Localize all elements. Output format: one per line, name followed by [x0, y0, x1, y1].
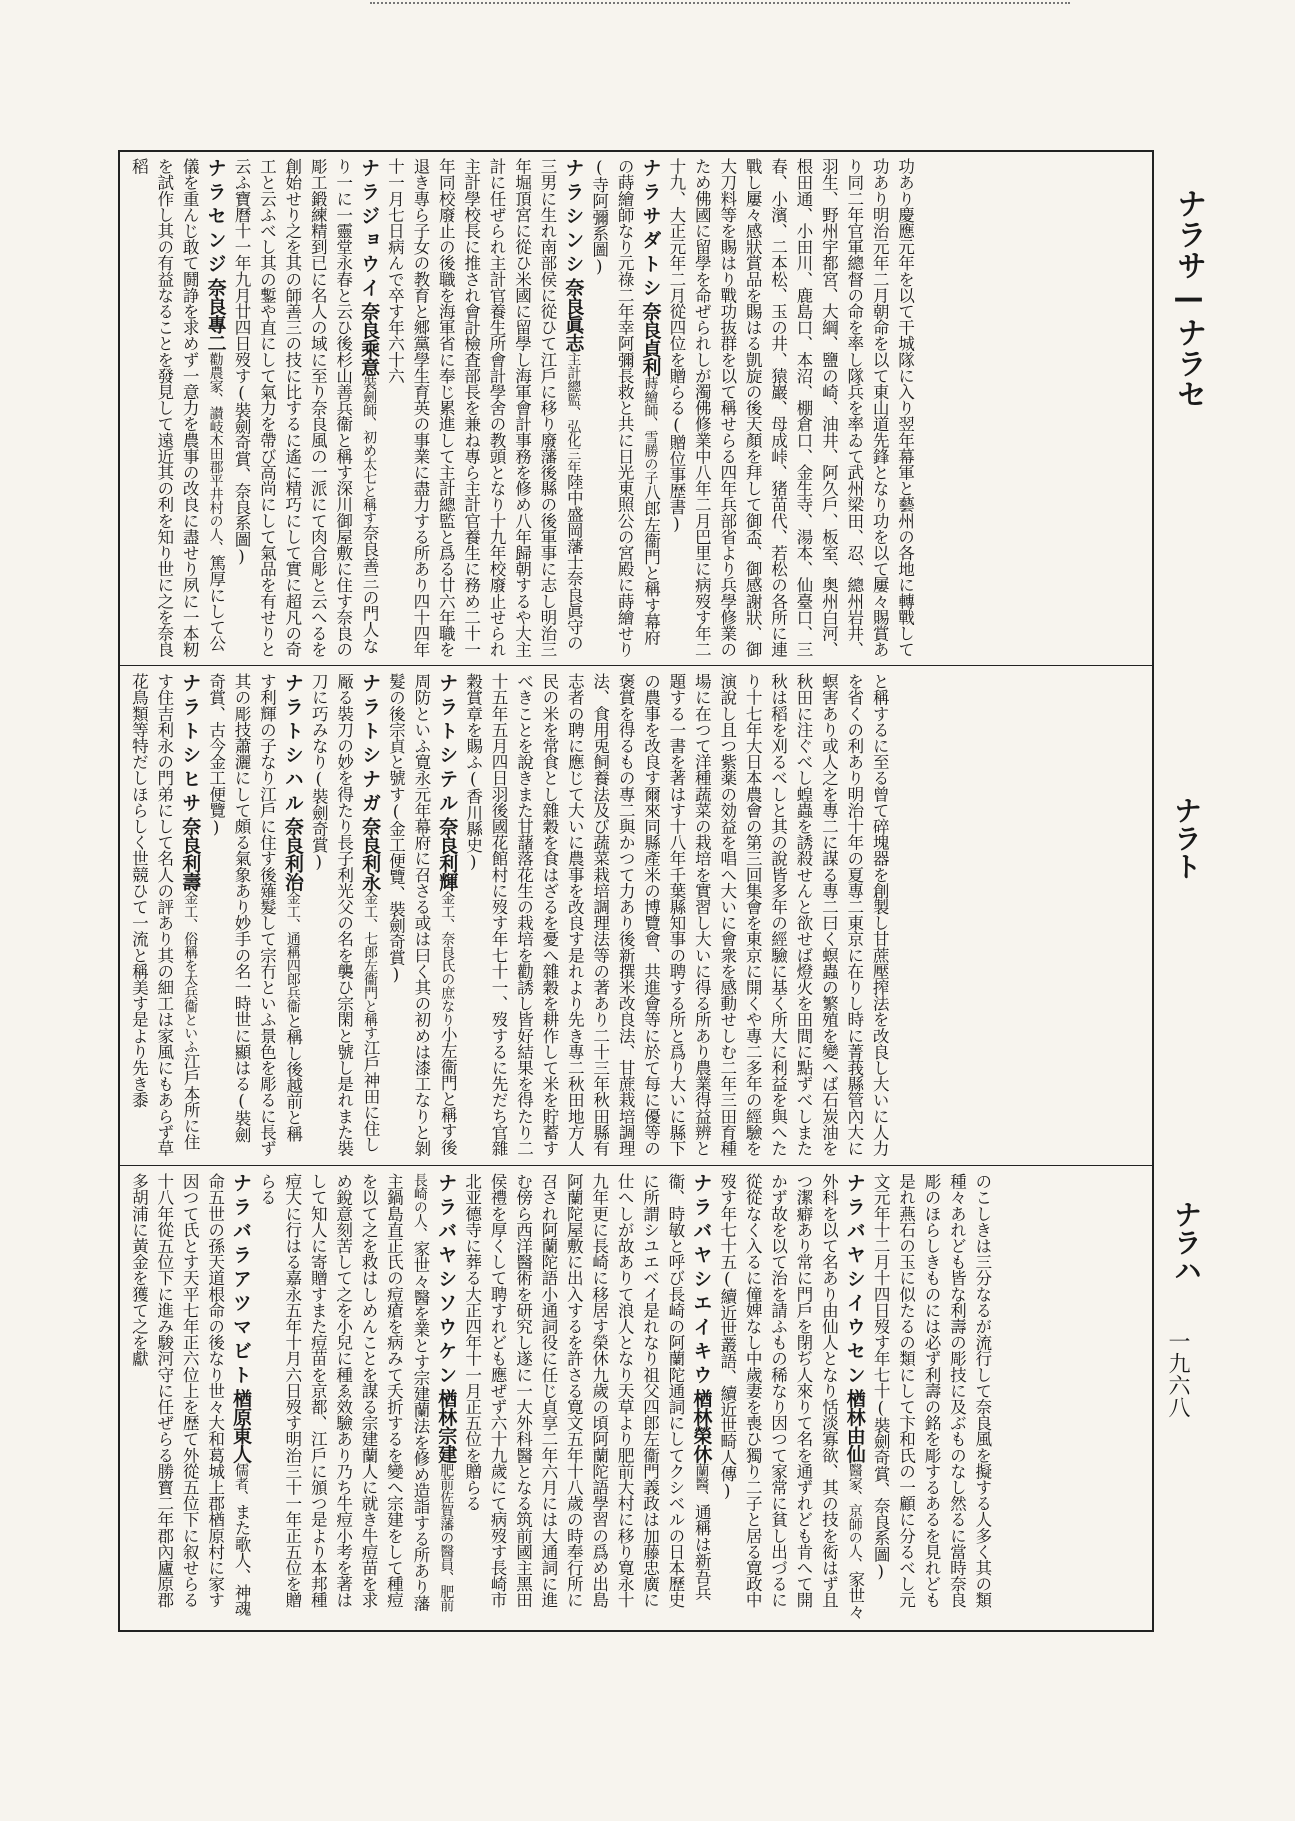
entry-kana: ナラ	[281, 673, 304, 721]
entry-name: 奈良利治	[281, 817, 304, 891]
entry	[383, 673, 460, 1157]
entry	[306, 673, 383, 1157]
entry-kana: ナラバヤシ	[690, 1173, 713, 1293]
entry-reading: センジ	[204, 206, 227, 278]
entry-reading: シンシ	[562, 206, 585, 278]
entry-reading: サダトシ	[639, 206, 662, 302]
section-2-text	[126, 673, 892, 1157]
entry-name: 奈良乘意	[358, 302, 381, 376]
entry-occupation: 金工、通稱四郎兵衞	[284, 891, 301, 1013]
entry-kana: ナラ	[179, 673, 202, 721]
entry-occupation: 裝劍師、初め太七と稱す	[361, 376, 378, 525]
entry-kana: ナラバヤシ	[435, 1173, 458, 1293]
entry-body: また歌人、神魂命五世の孫天道根命の後なり世々大和葛城上郡楢原村に家す因つて氏とす天平七年正六位上を歴て外從五位下に叙せらる十八年從五位下に進み駿河守に任ぜらる勝寳二年郡內廬原郡多胡浦に黃金を獲て之を獻	[129, 1173, 252, 1617]
entry	[714, 1173, 867, 1620]
entry-body: 江戶本所に住す住吉利永の門弟にして名人の評あり其の細工は家風にもあらず草花鳥類等特だしほらしく世競ひて一流と稱美す是より先き黍	[129, 673, 201, 1156]
entry-body: 奈良善三の門人なり一に一靈堂永春と云ひ後杉山善兵衞と稱す深川御屋敷に住す奈良の彫工鍛練精到已に名人の域に至り奈良風の一派にて肉合彫と云へるを創始せり之を其の師善三の技に比するに遙に精巧にして實に超凡の奇工と云ふべし其の鏨や直にして氣力を帶び高尚にして氣品を有せりと云ふ寶曆十一年九月廿四日歿す(裝劍奇賞、奈良系圖)	[232, 158, 380, 658]
entry-kana: ナラ	[436, 673, 459, 721]
entry-reading: エイキウ	[690, 1293, 713, 1389]
section-3-text	[126, 1173, 995, 1620]
entry-occupation: 肥前佐賀藩の醫員、肥前長崎の人、	[411, 1173, 455, 1612]
entry	[459, 1173, 714, 1620]
entry-kana: ナラ	[639, 158, 662, 206]
section-1	[126, 158, 1144, 658]
entry-reading: ソウケン	[435, 1293, 458, 1389]
section-divider-1	[118, 665, 1152, 666]
entry-continuation: のこしきは三分なるが流行して奈良風を擬する人多く其の類種々あれども皆な利壽の彫技に及ぶものなし然るに當時奈良彫のほらしきものには必ず利壽の銘を彫するあるを見れども是れ燕石の玉に似たるの類にして卞和氏の一顧に分るべし元文元年十二月十四日歿す年七十(裝劍奇賞、奈良系圖)	[871, 1173, 992, 1608]
entry-name: 奈良貞利	[639, 302, 662, 376]
top-dotted-rule	[370, 2, 1070, 4]
entry	[586, 158, 663, 658]
entry-body: 江戶神田に住し厰る裝刀の妙を得たり長子利光父の名を襲ひ宗閑と號し是れまた裝刀に巧みなり(裝劍奇賞)	[309, 673, 381, 1156]
entry-occupation: 儒者、	[233, 1463, 250, 1504]
entry	[382, 158, 586, 658]
entry	[126, 673, 203, 1157]
entry-body: 篤厚にして公儀を重んじ敢て鬪諍を求めず一意力を農事の改良に盡せり夙に一本籾を試作し其の有益なることを發見して遠近其の利を知り世に之を奈良稻	[129, 158, 226, 658]
page-number: 一九六八	[1165, 1330, 1190, 1418]
entry-name: 奈良眞志	[562, 278, 585, 352]
entry-body: 家世々外科を以て名あり由仙人となり恬淡寡欲、其の技を衒はず且つ潔癖あり常に門戶を閉ぢ人來りて名を通ずれども肯へて開かず故を以て治を請ふもの稀なり因つて家常に貧し出づるに從從なく入るに僮婢なし中歲妻を喪ひ獨り二子と居る寛政中歿す年七十五(續近世叢語、續近世畸人傳)	[717, 1173, 865, 1620]
entry-kana: ナラ	[358, 158, 381, 206]
entry-reading: アツマビト	[230, 1269, 253, 1389]
running-head-narase: ナラサ—ナラセ	[1171, 188, 1206, 410]
entry-reading: トシハル	[281, 721, 304, 817]
entry-name: 奈良專二	[204, 278, 227, 352]
entry-body: 小左衞門と稱す後周防といふ寛永元年幕府に召さる或は曰く其の初めは漆工なりと剝髮の後宗貞と號す(金工便覽、裝劍奇賞)	[386, 673, 458, 1156]
entry-occupation: 金工、七郎左衞門と稱す	[362, 891, 379, 1040]
section-1-text	[126, 158, 918, 658]
entry-body: と稱し後越前と稱す利輝の子なり江戶に住す後薙髮して宗冇といふ景色を彫るに長ず其の彫技蕭灑にして頗る氣象あり妙手の名一時世に顯はる(裝劍奇賞、古今金工便覽)	[206, 673, 303, 1156]
entry-reading: トシナガ	[359, 721, 382, 817]
entry-kana: ナラ	[204, 158, 227, 206]
section-divider-2	[118, 1165, 1152, 1166]
section-2	[126, 673, 1144, 1157]
entry-reading: トシヒサ	[179, 721, 202, 817]
running-head-naraha: ナラハ	[1170, 1200, 1203, 1284]
entry-body: 通稱は新吾兵衞、時敏と呼び長崎の阿蘭陀通詞にしてクシベルの日本歷史に所謂シユエベイ是れなり祖父四郎左衞門義政は加藤忠廣に仕へしが故ありて浪人となり天草より肥前大村に移り寛永十九年更に長崎に移居す榮休九歲の頃阿蘭陀語學習の爲め出島阿蘭陀屋敷に出入するを許さる寛文五年十八歲の時奉行所に召され阿蘭陀語小通詞役に任じ貞享二年六月には大通詞に進む傍ら西洋醫術を研究し遂に一大外科醫となる筑前國主黑田侯禮を厚くして聘すれども應ぜず六十九歲にて病歿す長崎市北亚德寺に葬る大正四年十一月正五位を贈らる	[462, 1173, 712, 1608]
entry	[126, 1173, 254, 1620]
entry	[126, 158, 229, 658]
entry	[229, 158, 382, 658]
entry-kana: ナラバヤシ	[843, 1173, 866, 1293]
entry-occupation: 主計總監、弘化三年	[565, 352, 582, 474]
entry-kana: ナラバラ	[230, 1173, 253, 1269]
entry-kana: ナラ	[359, 673, 382, 721]
entry-occupation: 蘭醫、	[693, 1463, 710, 1504]
entry-name: 楢原東人	[230, 1389, 253, 1463]
entry-name: 奈良利輝	[436, 817, 459, 891]
entry-occupation: 醫家、京師の人、	[846, 1463, 863, 1571]
entry-kana: ナラ	[562, 158, 585, 206]
section-3	[126, 1173, 1144, 1620]
entry-name: 楢林榮休	[690, 1389, 713, 1463]
entry-continuation: と稱するに至る曾て碎塊器を創製し甘蔗壓搾法を改良し大いに人力を省くの利あり明治十年の夏專二東京に在りし時に菁莪縣管內大に螟害あり或人之を專二に謀る專二曰く螟蟲の繁殖を變へば石炭油を秋田に注ぐべし蝗蟲を誘殺せんと欲せば燈火を田間に點ずべしまた秋は稻を刈るべしと其の說皆多年の經驗に基く所大に利益を與へたり十七年大日本農會の第三回集會を東京に開くや專二多年の經驗を演說し且つ紫薬の効益を唱へ大いに會衆を感動せしむ二年三田育種場に在つて洋種蔬菜の栽培を實習し大いに得る所あり農業得益辨と題する一書を著はす十八年千葉縣知事の聘する所と爲り大いに縣下の農事を改良す爾來同縣產米の博覽會、共進會等に於て每に優等の褒賞を得るもの專二與かつて力あり後新撰米改良法、甘蔗栽培調理法、食用兎飼養法及び蔬菜栽培調理法等の著あり二十三年秋田縣有志者の聘に應じて大いに農事を改良す是れより先き專二秋田地方人民の米を常食とし雜穀を食はざるを憂へ雜穀を耕作して米を貯蓄すべきことを說きまた甘藷落花生の栽培を勸誘し皆好結果を得たり二十五年五月四日羽後國花館村に歿す年七十一、歿するに先だち官雜穀賞章を賜ふ(香川縣史)	[463, 673, 890, 1156]
entry-name: 奈良利壽	[179, 817, 202, 891]
entry-name: 楢林由仙	[843, 1389, 866, 1463]
entry-name: 楢林宗建	[435, 1389, 458, 1463]
entry-reading: トシテル	[436, 721, 459, 817]
entry-name: 奈良利永	[359, 817, 382, 891]
entry	[203, 673, 306, 1157]
entry-reading: イウセン	[843, 1293, 866, 1389]
entry-occupation: 勸農家、讃岐木田郡平井村の人、	[207, 352, 224, 555]
entry-reading: ジョウイ	[358, 206, 381, 302]
entry-body: 八郎左衞門と稱す幕府の蒔繪師なり元祿二年幸阿彌長救と共に日光東照公の宮殿に蒔繪せり(寺阿彌系圖)	[589, 158, 661, 658]
entry-body: 陸中盛岡藩士奈良眞守の三男に生れ南部侯に從ひて江戶に移り廢藩後縣の後軍事に志し明治三年堀頂宮に從ひ米國に留學し海軍會計事務を修め八年歸朝するや大主計に任ぜられ主計官養生所會計學舍の教頭となり十九年校廢止せられ主計學校長に推され會計檢査部長を兼ね專ら主計官養生に務め二十一年同校廢止の後職を海軍省に奉じ累進して主計總監と爲る廿六年職を退き專ら子女の教育と郷黨學生育英の事業に盡力する所あり四十四年十一月七日病んで卒す年六十六	[385, 158, 584, 658]
entry-continuation: 功あり慶應元年を以て干城隊に入り翌年幕軍と藝州の各地に轉戰して功あり明治元年二月朝命を以て東山道先鋒となり功を以て屢々賜賞あり同二年官軍總督の命を率し隊兵を率ゐて武州梁田、忍、總州岩井、羽生、野州宇都宮、大綱、鹽の崎、油井、阿久戶、板室、奥州白河、根田通、小田川、鹿島口、本沼、棚倉口、金生寺、湯本、仙臺口、三春、小濱、二本松、玉の井、猿巖、母成峠、猪苗代、若松の各所に連戰し屢々感狀賞品を賜はる凱旋の後天顏を拜して御盃、御感謝狀、御大刀料等を賜はり戰功抜群を以て稱せらる四年兵部省より兵學修業のため佛國に留學を命ぜられしが濁佛修業中八年二月巴里に病歿す年二十九、大正元年二月從四位を贈らる(贈位事歴書)	[666, 158, 915, 658]
entry-occupation: 蒔繪師、雪勝の子	[642, 376, 659, 484]
entry-body: 家世々醫を業とす宗建蘭法を修め造詣する所あり藩主鍋島直正氏の痘瘡を病みて夭折するを變へ宗建をして種痘を以て之を救はしめんことを謀る宗建蘭人に就き牛痘苗を求め銳意刻苦して之を小兒に種ゑ效驗あり乃ち牛痘小考を著はして知人に寄贈すまた痘苗を京都、江戶に頒つ是より本邦種痘大に行はる嘉永五年十月六日歿す明治三十一年正五位を贈らる	[257, 1173, 430, 1611]
entry	[254, 1173, 459, 1620]
entry-occupation: 金工、奈良氏の庶なり	[439, 891, 456, 1026]
running-head-narato: ナラト	[1170, 796, 1203, 880]
entry-occupation: 金工、俗稱を太兵衞といふ	[182, 891, 199, 1053]
